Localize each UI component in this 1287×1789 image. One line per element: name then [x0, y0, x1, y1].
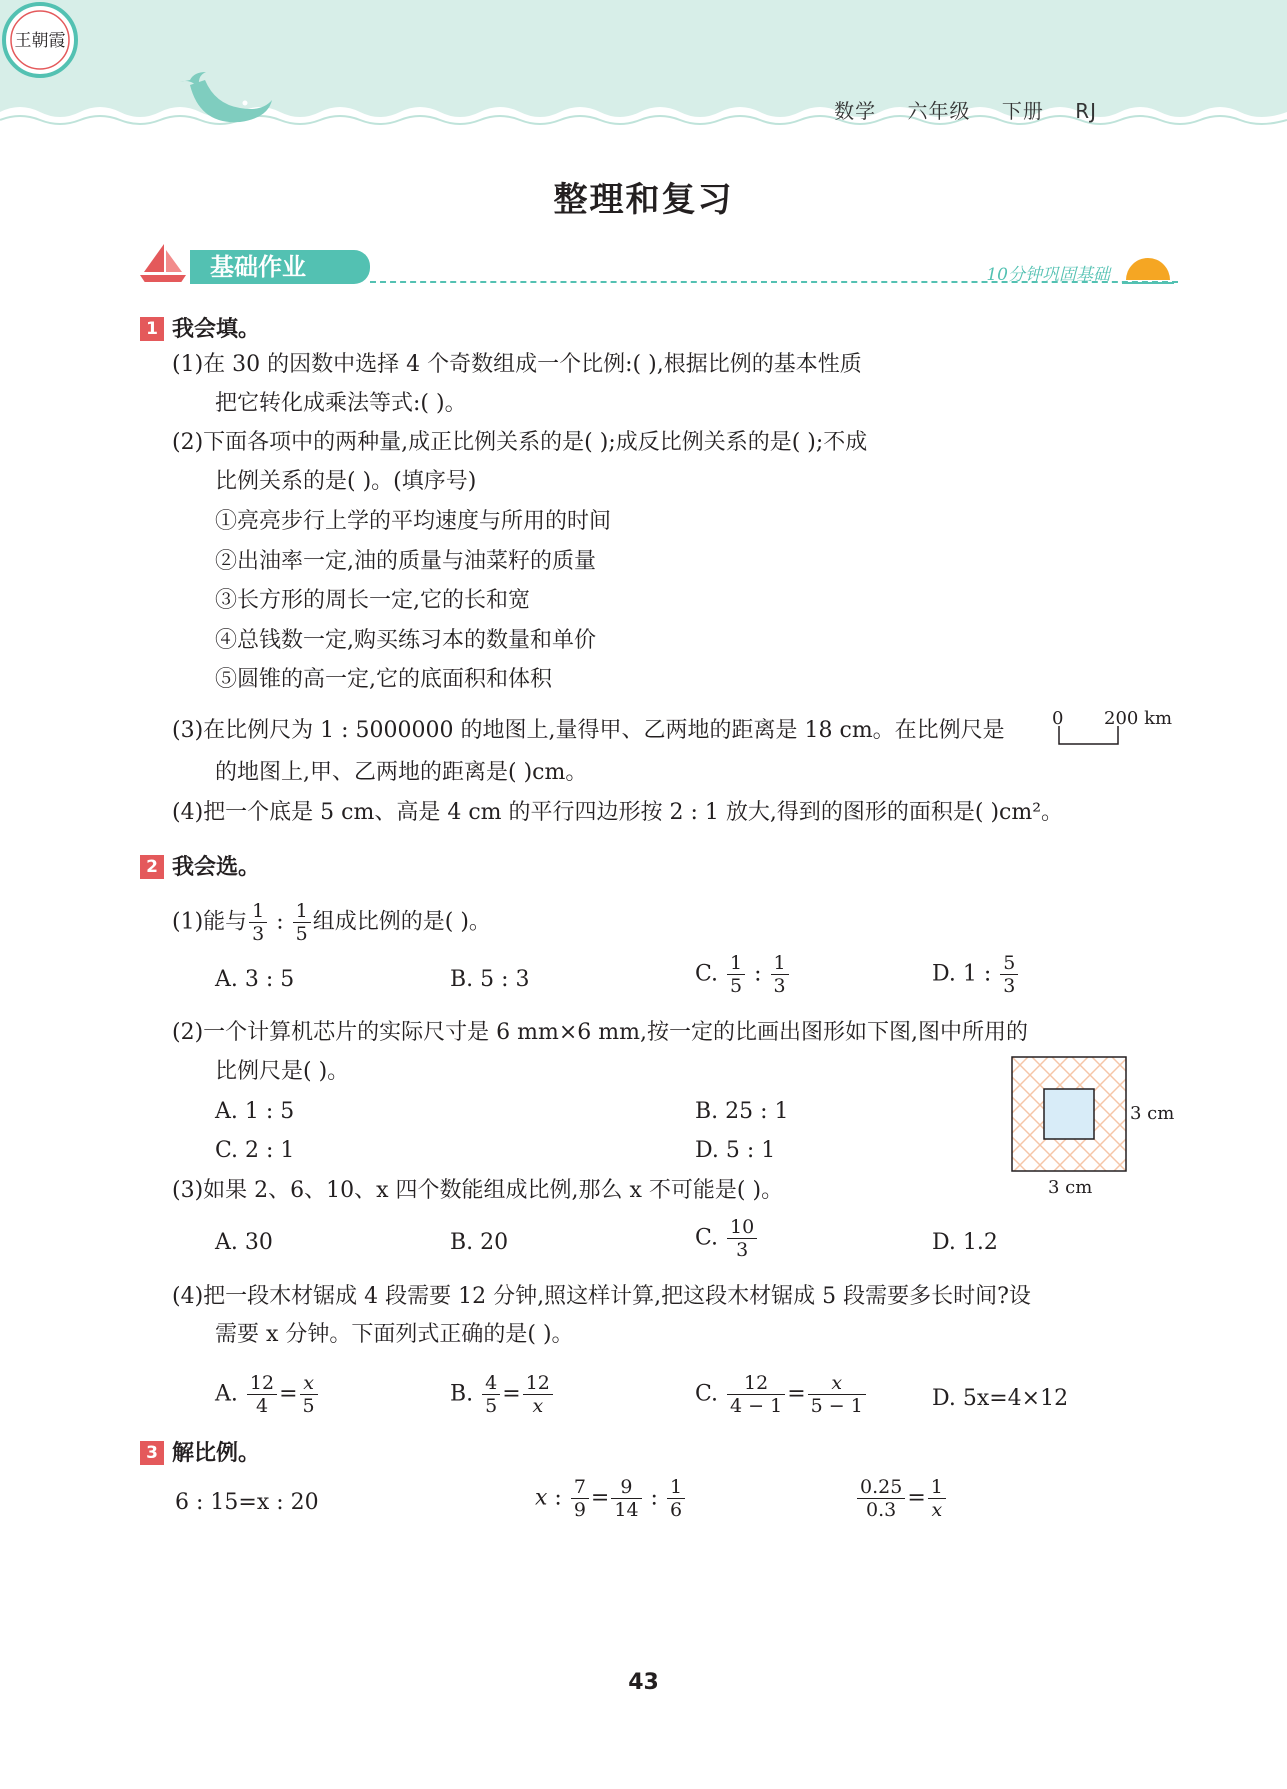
q2-4-option-a: A. $\frac{12}{4}$ = $\frac{x}{5}$ — [215, 1372, 320, 1417]
subject-label: 数学 — [834, 99, 877, 123]
q2-4-line-2: 需要 x 分钟。下面列式正确的是( )。 — [215, 1322, 574, 1347]
scale-line — [1058, 724, 1122, 748]
sunset-icon — [1118, 248, 1178, 288]
q1-line-6: 的地图上,甲、乙两地的距离是( )cm。 — [215, 760, 588, 785]
q2-4-option-c: C. $\frac{12}{4 - 1}$ = $\frac{x}{5 - 1}$ — [695, 1372, 868, 1417]
q2-3-option-b: B. 20 — [450, 1230, 509, 1255]
q2-1-pre: (1)能与 — [172, 909, 248, 935]
q2-3-option-a: A. 30 — [215, 1230, 273, 1255]
figure-bottom-label: 3 cm — [1048, 1177, 1093, 1198]
q1-line-7: (4)把一个底是 5 cm、高是 4 cm 的平行四边形按 2 : 1 放大,得到的图形的面积是( )cm²。 — [172, 800, 1064, 825]
q2-4-line-1: (4)把一段木材锯成 4 段需要 12 分钟,照这样计算,把这段木材锯成 5 段需要多长时间?设 — [172, 1284, 1031, 1309]
q2-title: 我会选。 — [172, 855, 261, 880]
edition-label: RJ — [1075, 99, 1097, 123]
scale-value: 200 km — [1104, 708, 1173, 729]
q2-1-option-b: B. 5 : 3 — [450, 967, 530, 992]
q2-4-option-a-label: A. — [215, 1381, 238, 1407]
q3-equation-2: x : $\frac{7}{9}$ = $\frac{9}{14}$ : $\frac{1}{6}$ — [535, 1476, 687, 1521]
q3-equation-3: $\frac{0.25}{0.3}$ = $\frac{1}{x}$ — [855, 1476, 948, 1521]
q2-1-option-c-label: C. — [695, 961, 719, 987]
q1-item-2: ②出油率一定,油的质量与油菜籽的质量 — [215, 549, 596, 574]
q2-3-option-d: D. 1.2 — [932, 1230, 998, 1255]
q1-title: 我会填。 — [172, 317, 261, 342]
svg-text:王朝霞: 王朝霞 — [14, 31, 66, 51]
publisher-logo — [0, 0, 80, 80]
scale-zero: 0 — [1052, 708, 1064, 729]
q2-1-stem: (1)能与 $\frac{1}{3}$ : $\frac{1}{5}$ 组成比例的是( )。 — [172, 900, 491, 945]
wave-decoration — [0, 0, 1287, 160]
q1-line-1: (1)在 30 的因数中选择 4 个奇数组成一个比例:( ),根据比例的基本性质 — [172, 352, 862, 377]
q2-2-option-a: A. 1 : 5 — [215, 1099, 295, 1124]
header-band — [0, 0, 1287, 145]
q1-line-5: (3)在比例尺为 1 : 5000000 的地图上,量得甲、乙两地的距离是 18 cm。在比例尺是 — [172, 718, 1005, 743]
q3-heading — [140, 1436, 260, 1467]
q2-1-option-d: D. 1 : $\frac{5}{3}$ — [932, 952, 1020, 997]
chip-figure — [1010, 1055, 1190, 1205]
q3-title: 解比例。 — [172, 1441, 261, 1466]
fraction-1-3: $\frac{1}{3}$ — [249, 900, 267, 945]
q1-line-4: 比例关系的是( )。(填序号) — [215, 469, 477, 494]
q2-heading — [140, 850, 260, 881]
page-number: 43 — [628, 1670, 659, 1695]
q2-2-option-d: D. 5 : 1 — [695, 1138, 776, 1163]
grade-label: 六年级 — [907, 99, 971, 123]
q2-4-option-b-label: B. — [450, 1381, 474, 1407]
q1-heading — [140, 312, 260, 343]
q2-2-line-2: 比例尺是( )。 — [215, 1059, 350, 1084]
section-bar — [138, 248, 1178, 288]
q1-number: 1 — [140, 317, 164, 341]
q2-2-option-b: B. 25 : 1 — [695, 1099, 789, 1124]
q1-line-2: 把它转化成乘法等式:( )。 — [215, 391, 467, 416]
section-note: 10分钟巩固基础 — [986, 265, 1110, 285]
q1-item-4: ④总钱数一定,购买练习本的数量和单价 — [215, 628, 596, 653]
q1-item-3: ③长方形的周长一定,它的长和宽 — [215, 588, 530, 613]
page-title: 整理和复习 — [553, 180, 734, 220]
q2-3-option-c-label: C. — [695, 1225, 719, 1251]
q1-item-1: ①亮亮步行上学的平均速度与所用的时间 — [215, 509, 612, 534]
q2-4-option-b: B. $\frac{4}{5}$ = $\frac{12}{x}$ — [450, 1372, 555, 1417]
q3-equation-1: 6 : 15=x : 20 — [175, 1490, 319, 1515]
figure-side-label: 3 cm — [1130, 1103, 1175, 1124]
q2-1-option-c: C. $\frac{1}{5}$ : $\frac{1}{3}$ — [695, 952, 791, 997]
fraction-1-5: $\frac{1}{5}$ — [293, 900, 311, 945]
term-label: 下册 — [1001, 99, 1044, 123]
q2-4-option-d: D. 5x=4×12 — [932, 1386, 1069, 1411]
chip-diagram — [1010, 1055, 1190, 1205]
q1-line-3: (2)下面各项中的两种量,成正比例关系的是( );成反比例关系的是( );不成 — [172, 430, 868, 455]
q2-1-option-d-label: D. 1 : — [932, 961, 992, 987]
q2-2-line-1: (2)一个计算机芯片的实际尺寸是 6 mm×6 mm,按一定的比画出图形如下图,图中所用的 — [172, 1020, 1029, 1045]
q2-4-option-c-label: C. — [695, 1381, 719, 1407]
q2-1-post: 组成比例的是( )。 — [312, 909, 491, 935]
book-info — [818, 95, 1097, 124]
q2-3-line-1: (3)如果 2、6、10、x 四个数能组成比例,那么 x 不可能是( )。 — [172, 1178, 784, 1203]
sailboat-icon — [138, 242, 188, 282]
scale-bar — [1052, 708, 1222, 748]
q2-3-option-c: C. $\frac{10}{3}$ — [695, 1216, 759, 1261]
section-label: 基础作业 — [190, 250, 370, 284]
q3-number: 3 — [140, 1441, 164, 1465]
q2-2-option-c: C. 2 : 1 — [215, 1138, 295, 1163]
q2-number: 2 — [140, 855, 164, 879]
q1-item-5: ⑤圆锥的高一定,它的底面积和体积 — [215, 667, 552, 692]
q2-1-option-a: A. 3 : 5 — [215, 967, 295, 992]
